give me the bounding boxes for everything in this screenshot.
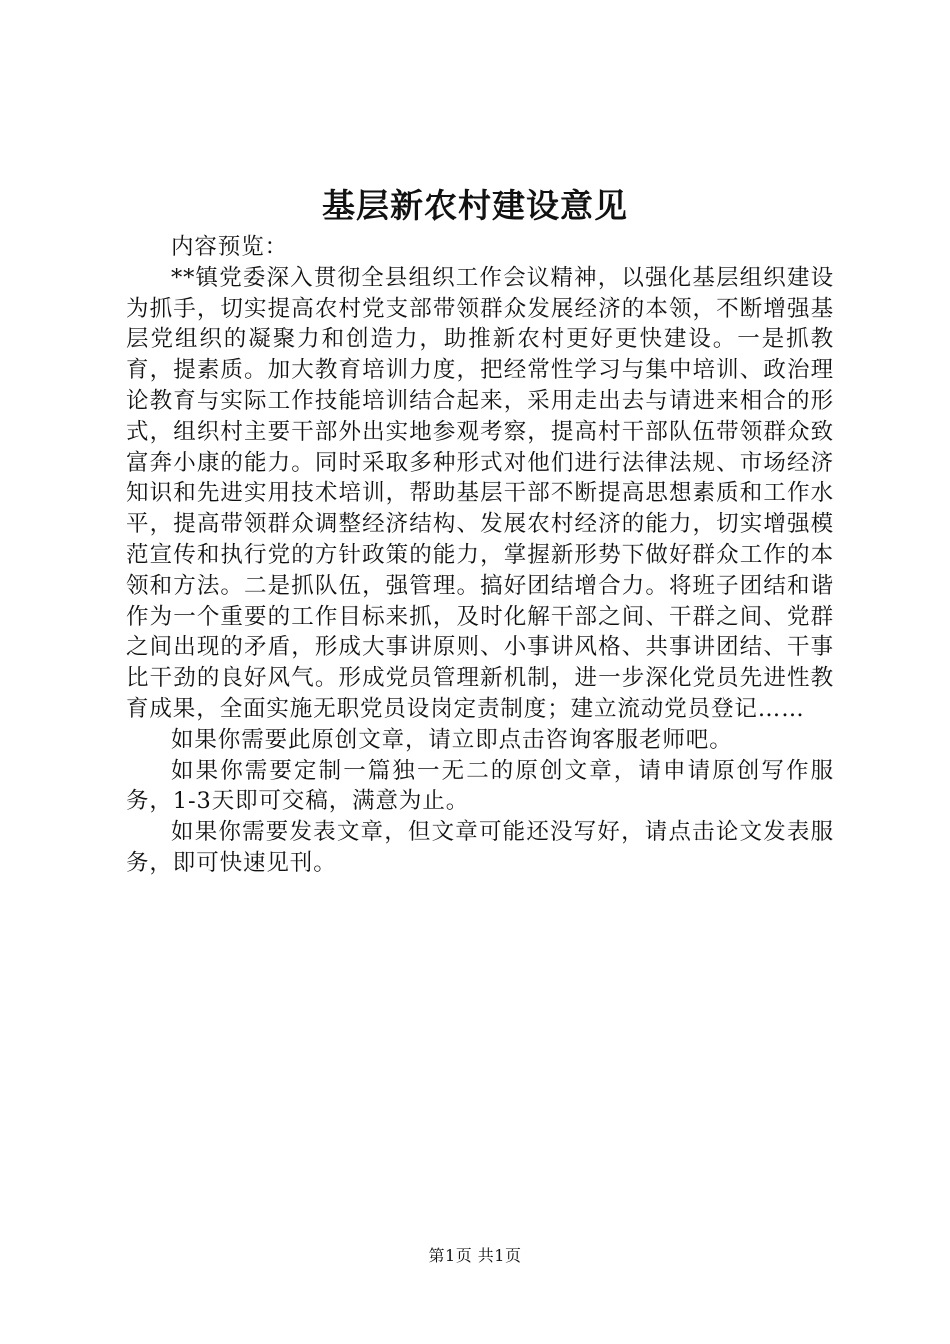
document-content (126, 232, 834, 879)
document-title: 基层新农村建设意见 (322, 186, 628, 225)
consult-notice: 如果你需要此原创文章，请立即点击咨询客服老师吧。 (171, 726, 733, 753)
publishing-notice: 如果你需要发表文章，但文章可能还没写好，请点击论文发表服务，即可快速见刊。 (126, 819, 834, 876)
custom-writing-notice: 如果你需要定制一篇独一无二的原创文章，请申请原创写作服务，1-3天即可交稿，满意为止。 (126, 757, 834, 815)
preview-label: 内容预览： (171, 234, 289, 260)
body-paragraph: **镇党委深入贯彻全县组织工作会议精神，以强化基层组织建设为抓手，切实提高农村党支部带领群众发展经济的本领，不断增强基层党组织的凝聚力和创造力，助推新农村更好更快建设。一是抓教育，提素质。加大教育培训力度，把经常性学习与集中培训、政治理论教育与实际工作技能培训结合起来，采用走出去与请进来相合的形式，组织村主要干部外出实地参观考察，提高村干部队伍带领群众致富奔小康的能力。同时采取多种形式对他们进行法律法规、市场经济知识和先进实用技术培训，帮助基层干部不断提高思想素质和工作水平，提高带领群众调整经济结构、发展农村经济的能力，切实增强模范宣传和执行党的方针政策的能力，掌握新形势下做好群众工作的本领和方法。二是抓队伍，强管理。搞好团结增合力。将班子团结和谐作为一个重要的工作目标来抓，及时化解干部之间、干群之间、党群之间出现的矛盾，形成大事讲原则、小事讲风格、共事讲团结、干事比干劲的良好风气。形成党员管理新机制，进一步深化党员先进性教育成果，全面实施无职党员设岗定责制度；建立流动党员登记…… (126, 264, 834, 722)
page-footer: 第1页 共1页 (428, 1246, 522, 1265)
